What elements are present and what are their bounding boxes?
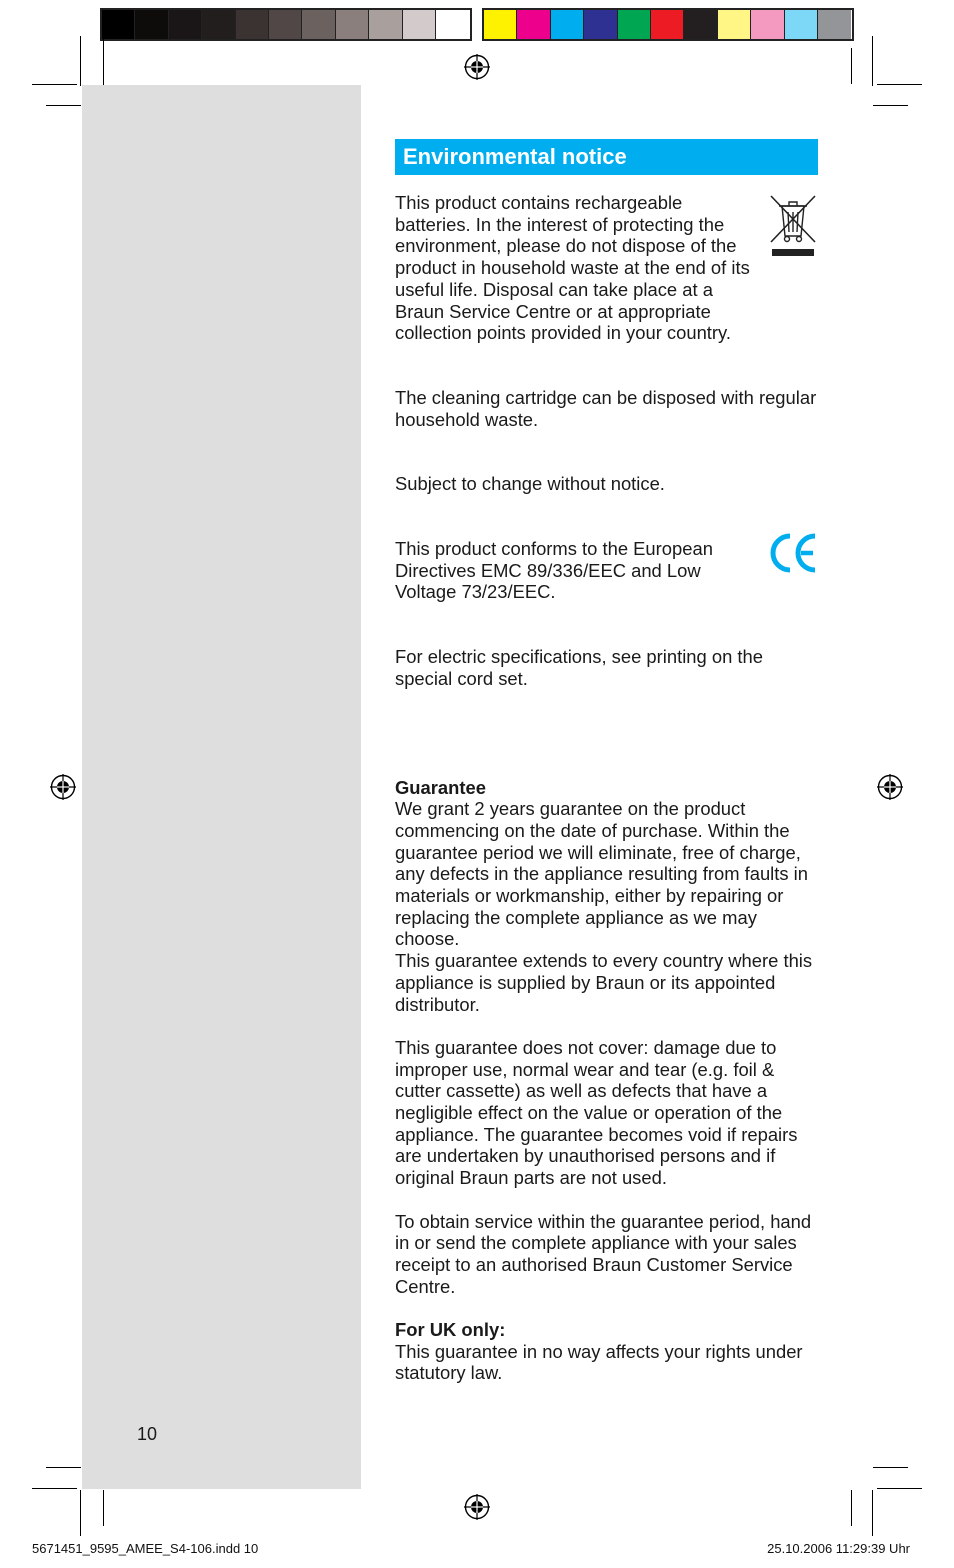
crop-mark (80, 1490, 81, 1536)
color-swatch (302, 10, 335, 39)
color-swatch (202, 10, 235, 39)
page-number: 10 (137, 1424, 158, 1444)
color-swatch (403, 10, 436, 39)
crop-mark (32, 1488, 77, 1489)
color-swatch (236, 10, 269, 39)
color-swatch (269, 10, 302, 39)
color-swatch (584, 10, 617, 39)
registration-mark-icon (464, 1494, 490, 1520)
crop-mark (103, 1490, 104, 1526)
color-swatch (517, 10, 550, 39)
color-swatch (551, 10, 584, 39)
guarantee-text-2: This guarantee extends to every country where this appliance is supplied by Braun or its appointed distributor. (395, 950, 813, 1015)
color-swatch (751, 10, 784, 39)
crossed-out-bin-icon (768, 192, 818, 258)
crop-mark (80, 36, 81, 86)
content-column (395, 139, 818, 1384)
crop-mark (851, 1490, 852, 1526)
conformity-text: This product conforms to the European Directives EMC 89/336/EEC and Low Voltage 73/23/EEC. (395, 538, 713, 603)
crop-mark (872, 36, 873, 86)
section-header-bar (395, 139, 818, 175)
registration-mark-icon (877, 774, 903, 800)
crop-mark (46, 105, 81, 106)
change-notice-text: Subject to change without notice. (395, 473, 665, 495)
color-swatch (818, 10, 851, 39)
color-swatch (336, 10, 369, 39)
crop-mark (877, 84, 922, 85)
color-swatch (436, 10, 469, 39)
crop-mark (872, 1490, 873, 1536)
color-swatch (684, 10, 717, 39)
guarantee-heading: Guarantee (395, 776, 486, 798)
crop-mark (851, 48, 852, 84)
conformity-block (395, 538, 818, 603)
footer-date-slug: 25.10.2006 11:29:39 Uhr (767, 1541, 910, 1556)
color-swatch (785, 10, 818, 39)
guarantee-text-1: We grant 2 years guarantee on the product commencing on the date of purchase. Within the guarantee period we will eliminate, free of charge, any defects in the appliance resulting from faults in materials or workmanship, either by repairing or replacing the complete appliance as we may choose. (395, 798, 808, 950)
battery-disposal-block (395, 192, 818, 344)
color-swatch (484, 10, 517, 39)
section-heading: Environmental notice (403, 144, 627, 170)
crop-mark (877, 1488, 922, 1489)
color-swatch (369, 10, 402, 39)
side-margin-panel (82, 85, 361, 1489)
crop-mark (873, 105, 908, 106)
guarantee-text-4: To obtain service within the guarantee period, hand in or send the complete appliance with your sales receipt to an authorised Braun Customer Service Centre. (395, 1210, 812, 1297)
registration-mark-icon (50, 774, 76, 800)
footer-file-slug: 5671451_9595_AMEE_S4-106.indd 10 (32, 1541, 259, 1556)
crop-mark (32, 84, 77, 85)
cartridge-disposal-text: The cleaning cartridge can be disposed with regular household waste. (395, 386, 817, 430)
electric-spec-text: For electric specifications, see printing on the special cord set. (395, 646, 763, 689)
ce-mark-icon (768, 530, 818, 576)
color-swatch (102, 10, 135, 39)
color-swatch (618, 10, 651, 39)
crop-mark (873, 1467, 908, 1468)
guarantee-text-3: This guarantee does not cover: damage due to improper use, normal wear and tear (e.g. foil & cutter cassette) as well as defects that have a negligible effect on the value or operation of the appliance. The guarantee becomes void if repairs are undertaken by unauthorised persons and if original Braun parts are not used. (395, 1036, 798, 1189)
color-swatch (169, 10, 202, 39)
crop-mark (103, 36, 104, 86)
registration-mark-icon (464, 54, 490, 80)
color-swatch (651, 10, 684, 39)
uk-text: This guarantee in no way affects your rights under statutory law. (395, 1340, 803, 1384)
color-calibration-strip (482, 8, 854, 41)
color-swatch (718, 10, 751, 39)
battery-disposal-text: This product contains rechargeable batteries. In the interest of protecting the environment, please do not dispose of the product in household waste at the end of its useful life. Disposal can take place at a Braun Service Centre or at appropriate collection points provided in your country. (395, 192, 750, 344)
uk-heading: For UK only: (395, 1319, 506, 1341)
gray-calibration-strip (100, 8, 472, 41)
color-swatch (135, 10, 168, 39)
crop-mark (46, 1467, 81, 1468)
